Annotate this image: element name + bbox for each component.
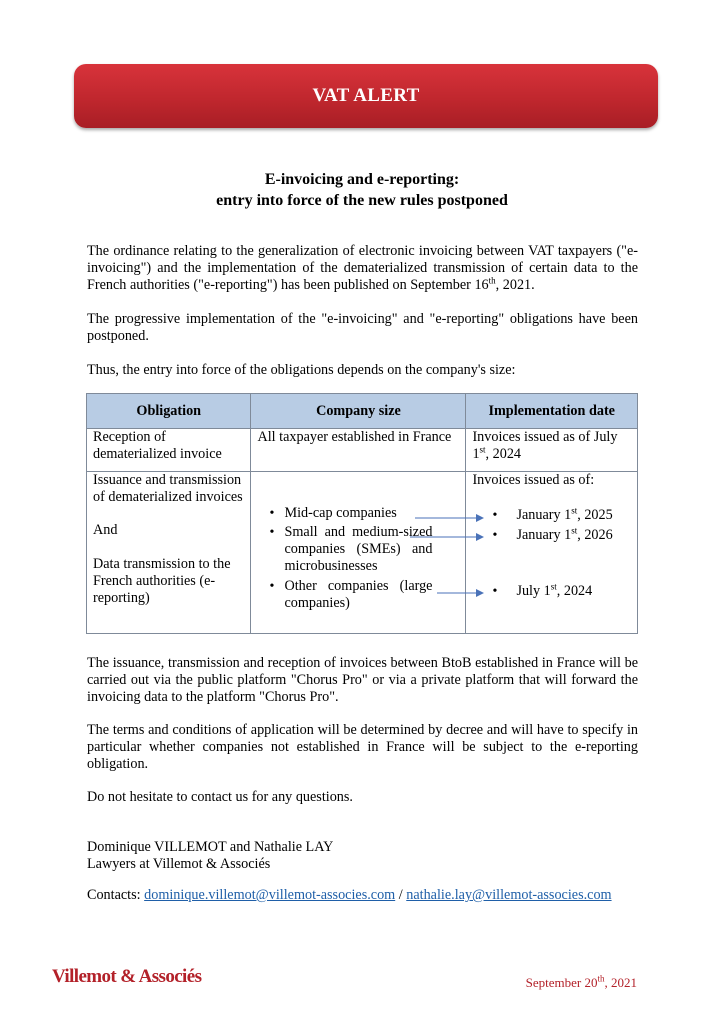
body-paragraph-4: The issuance, transmission and reception of invoices between BtoB established in France will be carried out via the public platform "Chorus Pro" or via a private platform that will forward the invoicing data to the platform "Chorus Pro". xyxy=(87,655,638,705)
date-large: July 1st, 2024 xyxy=(516,581,593,599)
banner-title: VAT ALERT xyxy=(312,85,420,106)
bullet-icon: • xyxy=(269,506,275,521)
company-mid-cap: Mid-cap companies xyxy=(284,505,397,521)
table-header-company-size: Company size xyxy=(251,394,466,429)
signature-names: Dominique VILLEMOT and Nathalie LAY xyxy=(87,839,334,855)
bullet-icon: • xyxy=(492,584,498,599)
intro-paragraph-3: Thus, the entry into force of the obligations depends on the company's size: xyxy=(87,362,516,378)
intro-paragraph-2: The progressive implementation of the "e-invoicing" and "e-reporting" obligations have been postponed. xyxy=(87,311,638,344)
bullet-icon: • xyxy=(492,508,498,523)
date-mid-cap: January 1st, 2025 xyxy=(516,505,613,523)
table-header-obligation: Obligation xyxy=(87,394,251,429)
page-title-line1: E-invoicing and e-reporting: xyxy=(264,171,460,188)
bullet-icon: • xyxy=(269,579,275,594)
page-title-line2: entry into force of the new rules postponed xyxy=(216,192,508,209)
body-paragraph-5: The terms and conditions of application will be determined by decree and will have to specify in particular whether companies not established in France will be subject to the e-reporting obligation. xyxy=(87,722,638,772)
company-sme: Small and medium-sized companies (SMEs) and microbusinesses xyxy=(284,524,433,574)
row1-company: All taxpayer established in France xyxy=(251,429,466,472)
row2-obligation-1: Issuance and transmission of dematerialized invoices xyxy=(93,472,243,505)
contacts-label: Contacts: xyxy=(87,887,145,903)
contacts-line: Contacts: dominique.villemot@villemot-associes.com / nathalie.lay@villemot-associes.com xyxy=(87,887,612,903)
signature-role: Lawyers at Villemot & Associés xyxy=(87,856,271,872)
row2-obligation-2: Data transmission to the French authorities (e-reporting) xyxy=(93,556,231,606)
row1-date: Invoices issued as of July 1st, 2024 xyxy=(466,429,638,472)
email-link-lay[interactable]: nathalie.lay@villemot-associes.com xyxy=(406,887,612,903)
bullet-icon: • xyxy=(492,528,498,543)
firm-logo: Villemot & Associés xyxy=(52,966,202,987)
company-large: Other companies (large companies) xyxy=(284,578,433,611)
email-link-villemot[interactable]: dominique.villemot@villemot-associes.com xyxy=(144,887,396,903)
row1-obligation: Reception of dematerialized invoice xyxy=(87,429,251,472)
table-header-implementation-date: Implementation date xyxy=(466,394,638,429)
dates-intro: Invoices issued as of: xyxy=(472,472,595,488)
intro-paragraph-1: The ordinance relating to the generalization of electronic invoicing between VAT taxpayers ("e-invoicing") and the implementation of the dematerialized transmission of certain data to the French authorities ("e-reporting") has been published on September 16th, 2021. xyxy=(87,243,638,293)
document-date: September 20th, 2021 xyxy=(525,973,637,990)
row2-obligation-and: And xyxy=(93,522,118,538)
body-paragraph-6: Do not hesitate to contact us for any questions. xyxy=(87,789,353,805)
bullet-icon: • xyxy=(269,525,275,540)
date-sme: January 1st, 2026 xyxy=(516,525,613,543)
